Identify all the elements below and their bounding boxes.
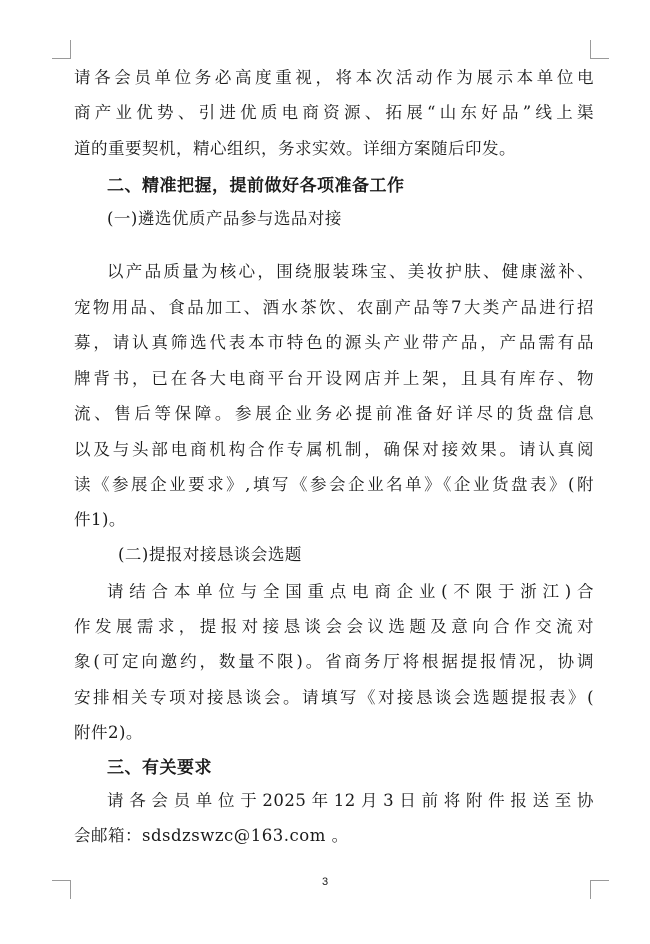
sub2-line-3: 象(可定向邀约，数量不限)。省商务厅将根据提报情况，协调 — [74, 652, 594, 671]
sub1-line-1: 以产品质量为核心，围绕服装珠宝、美妆护肤、健康滋补、 — [107, 262, 594, 281]
subsection-heading-2: (二)提报对接恳谈会选题 — [118, 545, 302, 564]
intro-line-3: 道的重要契机，精心组织，务求实效。详细方案随后印发。 — [74, 139, 516, 158]
crop-mark-top-right — [590, 40, 609, 59]
intro-line-2: 商产业优势、引进优质电商资源、拓展“山东好品”线上渠 — [74, 103, 594, 122]
sec3-line-2: 会邮箱：sdsdzswzc@163.com 。 — [74, 826, 349, 845]
sub2-line-4: 安排相关专项对接恳谈会。请填写《对接恳谈会选题提报表》( — [74, 688, 594, 707]
sub2-line-2: 作发展需求，提报对接恳谈会会议选题及意向合作交流对 — [74, 617, 594, 636]
sub1-line-8: 件1)。 — [74, 510, 126, 529]
sub1-line-4: 牌背书，已在各大电商平台开设网店并上架，且具有库存、物 — [74, 369, 594, 388]
sub1-line-2: 宠物用品、食品加工、酒水茶饮、农副产品等7大类产品进行招 — [74, 298, 594, 317]
sub1-line-3: 募，请认真筛选代表本市特色的源头产业带产品，产品需有品 — [74, 333, 594, 352]
page-number: 3 — [321, 876, 329, 888]
sub1-line-7: 读《参展企业要求》,填写《参会企业名单》《企业货盘表》(附 — [74, 475, 594, 494]
sub2-line-5: 附件2)。 — [74, 723, 143, 742]
intro-line-1: 请各会员单位务必高度重视，将本次活动作为展示本单位电 — [74, 68, 594, 87]
section-heading-3: 三、有关要求 — [107, 758, 212, 778]
crop-mark-top-left — [52, 40, 71, 59]
sub1-line-5: 流、售后等保障。参展企业务必提前准备好详尽的货盘信息 — [74, 404, 594, 423]
sec3-line-1: 请各会员单位于2025年12月3日前将附件报送至协 — [107, 791, 594, 810]
sub2-line-1: 请结合本单位与全国重点电商企业(不限于浙江)合 — [107, 582, 594, 601]
section-heading-2: 二、精准把握，提前做好各项准备工作 — [107, 176, 405, 196]
subsection-heading-1: (一)遴选优质产品参与选品对接 — [107, 209, 342, 228]
sub1-line-6: 以及与头部电商机构合作专属机制，确保对接效果。请认真阅 — [74, 440, 594, 459]
